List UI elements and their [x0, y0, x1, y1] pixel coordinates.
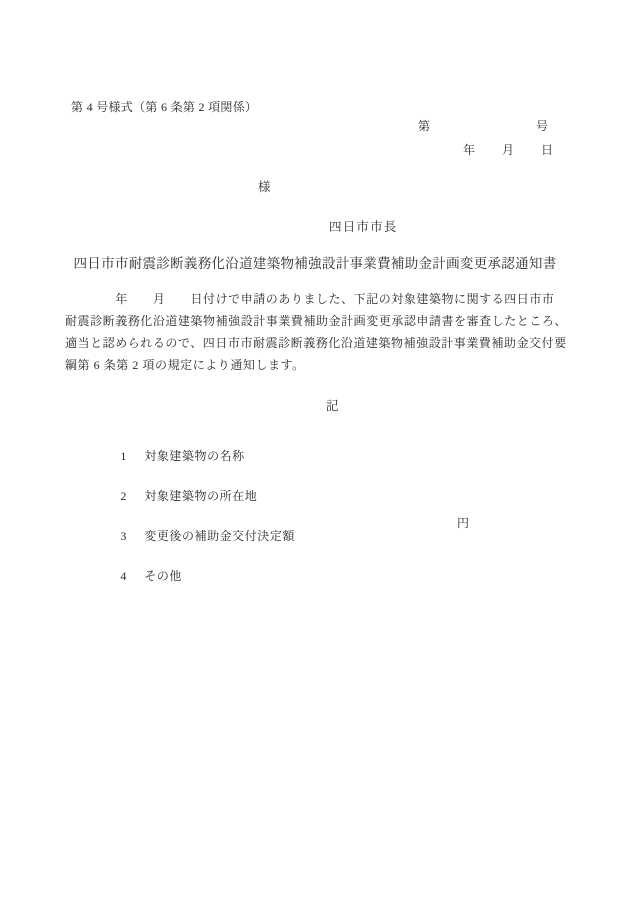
item-number: 1 — [120, 449, 127, 463]
sender-title: 四日市市長 — [329, 220, 398, 234]
doc-number-prefix: 第 — [418, 119, 431, 133]
addressee-honorific: 様 — [258, 180, 271, 194]
item-number: 2 — [120, 489, 127, 503]
body-line: 耐震診断義務化沿道建築物補強設計事業費補助金計画変更承認申請書を審査したところ、 — [65, 314, 568, 328]
date-year-label: 年 — [463, 143, 476, 157]
item-number: 4 — [120, 569, 127, 583]
date-line — [463, 141, 553, 158]
record-marker: 記 — [326, 399, 339, 413]
item-label: 対象建築物の所在地 — [144, 489, 258, 503]
date-month-label: 月 — [501, 143, 514, 157]
item-label: 変更後の補助金交付決定額 — [144, 529, 295, 543]
list-item — [99, 557, 569, 609]
form-style-label: 第 4 号様式（第 6 条第 2 項関係） — [71, 100, 258, 114]
item-label: 対象建築物の名称 — [144, 449, 245, 463]
document-title: 四日市市耐震診断義務化沿道建築物補強設計事業費補助金計画変更承認通知書 — [73, 256, 557, 271]
body-line: 適当と認められるので、四日市市耐震診断義務化沿道建築物補強設計事業費補助金交付要 — [65, 336, 567, 350]
body-paragraph — [65, 288, 568, 376]
item-label: その他 — [144, 569, 182, 583]
item-unit-yen: 円 — [457, 516, 470, 530]
item-number: 3 — [120, 529, 127, 543]
body-line: 綱第 6 条第 2 項の規定により通知します。 — [65, 358, 305, 372]
document-number-line — [418, 117, 548, 134]
body-line: 年 月 日付けで申請のありました、下記の対象建築物に関する四日市市 — [65, 292, 555, 306]
date-day-label: 日 — [540, 143, 553, 157]
doc-number-suffix: 号 — [535, 119, 548, 133]
